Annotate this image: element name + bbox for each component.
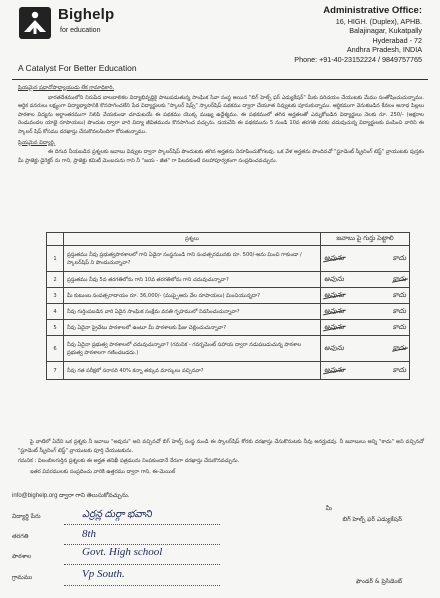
signature-role: ఫౌండర్ & ప్రెసిడెంట్ (355, 578, 402, 585)
letterhead (0, 0, 440, 78)
answer-yes-selected[interactable]: అవును (324, 274, 344, 283)
row-number: 4 (47, 304, 64, 320)
answer-yes-struck[interactable]: అవును (324, 322, 344, 331)
address-line: Hyderabad - 72 (372, 35, 422, 45)
office-title: Administrative Office: (323, 5, 422, 16)
class-label: తరగతి (12, 533, 29, 540)
answer-yes-selected[interactable]: అవును (324, 343, 344, 352)
answer-yes-struck[interactable]: అవును (324, 253, 344, 262)
column-header-questions: ప్రశ్నలు (64, 233, 321, 246)
brand-subtitle: for education (60, 27, 101, 34)
contact-email-link[interactable]: info@bighelp.org (12, 493, 58, 499)
row-number: 7 (47, 362, 64, 380)
question-text: మీ కుటుంబ సంపత్సరాదాయం రూ. 36,000/- (ముప్ఫైఆరు వేల రూపాయలు) మించియున్నదా? (64, 288, 321, 304)
village-label: గ్రామము (12, 574, 33, 581)
answer-yes-struck[interactable]: అవును (324, 306, 344, 315)
table-row (47, 320, 410, 336)
tagline: A Catalyst For Better Education (18, 63, 137, 73)
contact-email-line (12, 492, 129, 500)
answer-yes-struck[interactable]: అవును (324, 290, 344, 299)
answer-no-selected[interactable]: కాదు (392, 365, 406, 374)
answer-no-selected[interactable]: కాదు (392, 290, 406, 299)
contact-email-suffix: ద్వారా గాని తెలుసుకోవచ్చును. (59, 493, 130, 499)
brand-name: Bighelp (58, 6, 115, 23)
question-text: నీవు ఏదైనా ప్రభుత్వ పాఠశాలలో చదువుచున్నావా? (గమనిక - గవర్నమెంట్ సహాయ ద్వారా నడుపబడుచున్న పాఠశాల ప్రభుత్వ పాఠశాలగా గణించబడదు.) (64, 336, 321, 362)
salutation-student: ప్రియమైన విద్యార్థి, (18, 139, 56, 146)
question-text: నీవు ఏదైనా ప్రైవేటు పాఠశాలలో ఉంటూ మీ పాఠశాలకు ఫీజు చెల్లించుచున్నావా? (64, 320, 321, 336)
row-number: 5 (47, 320, 64, 336)
student-name-label: విద్యార్థి పేరు (12, 513, 41, 520)
answer-yes-struck[interactable]: అవును (324, 365, 344, 374)
note-contact: ఇతర వివరములకు సంప్రదించు వారికి ఉత్తరము ద్వారా గాని, ఈ-మెయిల్ (30, 468, 176, 475)
signature-organization: బిగ్ హెల్ప్ ఫర్ ఎడ్యుకేషన్ (342, 516, 402, 523)
row-number: 6 (47, 336, 64, 362)
table-row (47, 304, 410, 320)
question-text: ప్రస్తుతము నీవు 5వ తరగతిలోను గాని 10వ తరగతిలోను గాని చదువుచున్నావా? (64, 272, 321, 288)
question-text: నీవు గుర్తింపబడిన వారి ఏదైన సాంఘిక సంక్షేమ వసతి గృహములో నివసించుచున్నావా? (64, 304, 321, 320)
phone-line: Phone: +91-40-23152224 / 9849757765 (294, 54, 422, 64)
note-remark: గమనిక : విలంబిలగుర్తిన ప్రశ్నలకు ఈ అర్హత తనిఖీ పత్రమును నింపకుండానే నేరుగా దరఖాస్తు చేసుకొనవచ్చును. (18, 458, 240, 465)
address-line: Balajinagar, Kukatpally (349, 26, 422, 36)
answer-no-selected[interactable]: కాదు (392, 322, 406, 331)
field-underline (64, 544, 220, 545)
bighelp-logo-icon (18, 6, 52, 40)
answer-no-selected[interactable]: కాదు (392, 306, 406, 315)
header-divider (12, 79, 428, 80)
instructions-notes (18, 438, 424, 478)
student-paragraph: ఈ దిగువ నీయబడిన ప్రశ్నలకు జవాబు వివ్వుట ద్వారా స్కాలర్‌షిప్ పొందుటకు తగిన అర్హతను నిరూపించుకోగలవు. ఒక వేళ అర్హతను పొందినచో "స్టూడెంట్ స్క్రీనింగ్ టెస్ట్" వ్రాయుటకు పుస్తకం మీ ప్రాజెక్టు డైరెక్టర్ ను గాని, ప్రాజెక్టు కమిటీ మెంబరును గాని నీ "జయ - జీత" గా పిలవకుంటే సలహాపూర్వకంగా సంప్రదించవచ్చును. (18, 149, 424, 164)
answer-no-selected[interactable]: కాదు (392, 253, 406, 262)
field-underline (64, 564, 220, 565)
field-underline (64, 524, 220, 525)
table-row (47, 272, 410, 288)
office-address (222, 4, 422, 64)
table-row (47, 362, 410, 380)
answer-no-struck[interactable]: కాదు (392, 274, 406, 283)
intro-paragraph: భారతదేశములోని నిరుపేద బాలబాలికల విద్యాభివృద్ధికై పాటుపడుతున్న సాంఘిక సేవా సంస్థ అయిన "బిగ్ హెల్ప్ ఫర్ ఎడ్యుకేషన్" మీకు పరిచయం చేయుటకు మేము సంతోషించుచున్నాము. ఆర్థిక వనరులు లక్ష్యంగా విద్యాభ్యాసానికి కొనసాగించలేని పేద విద్యార్థులకు "స్కాలర్ షిప్స్" స్కాలర్‌షిప్ పథకము ద్వారా చేయూత నివ్వుటకు పూనుకున్నాము. ఆర్థికముగా వెనుకబడిన కేవలం అనాధ పిల్లలు పాఠశాల విద్యను అర్థాంతరముగా నిలిపి వేయకుండా చూడుటయే ఈ పథకము యొక్క ముఖ్య ఉద్దేశ్యము. ఈ పథకములో తగిన అర్హతలతో ఎన్నుకోబడిన విద్యార్థులు నెలకు రూ. 250/- (అక్షరాల రెండువందల యాభై రూపాయలు) పొందుట ద్వారా వారి విద్యా జీవితమును కొనసాగించ వచ్చును. దయచేసి ఈ పథకమును 5 నుండి 10వ తరగతి వరకు చదువుచున్న విద్యార్థులకు పంపించి వారిని ఈ స్కాలర్ షిప్ కోసము దరఖాస్తు చేసుకొవలసిందిగా కోరుతున్నాము. (18, 94, 424, 135)
table-row (47, 288, 410, 304)
row-number: 1 (47, 246, 64, 272)
table-row (47, 246, 410, 272)
field-underline (64, 585, 220, 586)
signature-salutation: మీ (325, 505, 332, 512)
note-eligibility: పై వాటిలో ఏదేని ఒక ప్రశ్నకు నీ జవాబు "అవును" అని వచ్చినచో బిగ్ హెల్ప్ సంస్థ నుండి ఈ స్కాలర్‌షిప్ కోరకు దరఖాస్తు చేసుకొనుటకు నీవు అనర్హుడవు. నీ జవాబులు అన్ని "కాదు" అని వచ్చినచో "స్టూడెంట్ స్క్రీనింగ్ టెస్ట్" వ్రాయుటకు పూర్తి చేయుటకును. (18, 439, 424, 454)
address-line: Andhra Pradesh, INDIA (346, 45, 422, 55)
village-value[interactable]: Vp South. (82, 568, 125, 580)
row-number: 2 (47, 272, 64, 288)
address-line: 16, HIGH. (Duplex), APHB. (335, 17, 422, 26)
question-text: ప్రస్తుతము నీవు ప్రభుత్వపాఠశాలలో గాని ఏదైనా సంస్థనుండి గాని సంవత్సరమునకు రూ. 500/-అను మించి గాకుండా / స్కాలర్‌షిప్ ని పొందుచున్నావా? (64, 246, 321, 272)
eligibility-table (46, 232, 410, 380)
row-number: 3 (47, 288, 64, 304)
salutation-headmaster: ప్రియమైన ప్రధానోపాధ్యాయుడు లేక గ్రామాధికారి, (18, 85, 115, 91)
answer-no-struck[interactable]: కాదు (392, 343, 406, 352)
column-header-answer: జవాబు పై గుర్తు పెట్టాలి (321, 233, 410, 246)
question-text: నీవు గత పరీక్షలో సరాసరి 40% కన్నా తక్కువ మార్కులు వచ్చినవా? (64, 362, 321, 380)
table-row (47, 336, 410, 362)
student-name-value[interactable]: ఎర్రన్ల దుర్గా భవాని (82, 509, 152, 520)
letter-body (18, 84, 424, 166)
school-label: పాఠశాల (12, 553, 32, 560)
class-value[interactable]: 8th (82, 528, 97, 540)
table-header-row (47, 233, 410, 246)
school-value[interactable]: Govt. High school (82, 546, 163, 558)
